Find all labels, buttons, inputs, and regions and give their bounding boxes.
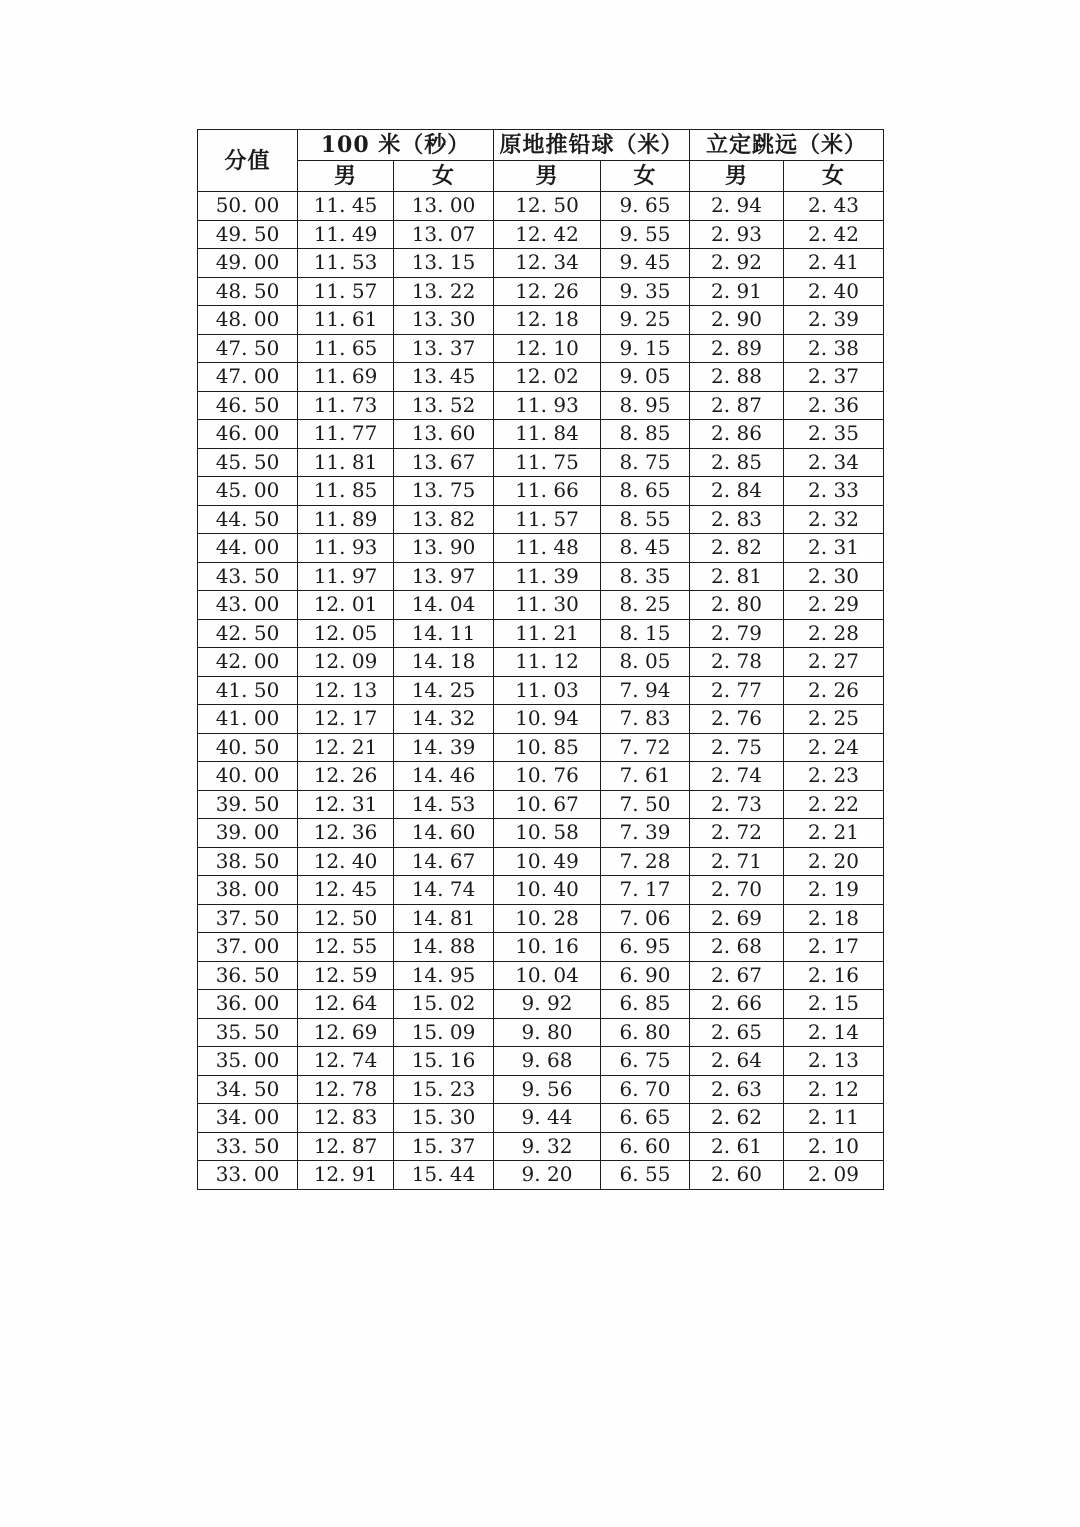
- value-cell: 2. 29: [784, 591, 884, 620]
- value-cell: 2. 80: [690, 591, 784, 620]
- value-cell: 2. 43: [784, 192, 884, 221]
- value-cell: 12. 87: [298, 1132, 394, 1161]
- value-cell: 13. 97: [394, 562, 494, 591]
- value-cell: 2. 74: [690, 762, 784, 791]
- value-cell: 2. 39: [784, 306, 884, 335]
- table-row: [198, 1161, 884, 1190]
- value-cell: 2. 31: [784, 534, 884, 563]
- score-cell: 49. 50: [198, 220, 298, 249]
- value-cell: 13. 75: [394, 477, 494, 506]
- value-cell: 2. 82: [690, 534, 784, 563]
- value-cell: 10. 04: [494, 961, 601, 990]
- value-cell: 9. 68: [494, 1047, 601, 1076]
- table-row: [198, 477, 884, 506]
- table-row: [198, 733, 884, 762]
- header-100m-female: 女: [394, 161, 494, 192]
- value-cell: 2. 34: [784, 448, 884, 477]
- value-cell: 14. 39: [394, 733, 494, 762]
- value-cell: 2. 18: [784, 904, 884, 933]
- value-cell: 10. 28: [494, 904, 601, 933]
- value-cell: 9. 20: [494, 1161, 601, 1190]
- value-cell: 11. 85: [298, 477, 394, 506]
- value-cell: 8. 65: [601, 477, 690, 506]
- value-cell: 11. 69: [298, 363, 394, 392]
- table-row: [198, 676, 884, 705]
- value-cell: 14. 25: [394, 676, 494, 705]
- group-header-row: [198, 130, 884, 161]
- value-cell: 8. 15: [601, 619, 690, 648]
- value-cell: 12. 26: [494, 277, 601, 306]
- header-shotput-male: 男: [494, 161, 601, 192]
- value-cell: 2. 40: [784, 277, 884, 306]
- value-cell: 14. 04: [394, 591, 494, 620]
- score-cell: 50. 00: [198, 192, 298, 221]
- table-row: [198, 961, 884, 990]
- value-cell: 10. 40: [494, 876, 601, 905]
- value-cell: 11. 48: [494, 534, 601, 563]
- value-cell: 2. 36: [784, 391, 884, 420]
- table-row: [198, 1018, 884, 1047]
- score-cell: 48. 50: [198, 277, 298, 306]
- value-cell: 11. 61: [298, 306, 394, 335]
- value-cell: 2. 68: [690, 933, 784, 962]
- value-cell: 12. 21: [298, 733, 394, 762]
- table-row: [198, 705, 884, 734]
- value-cell: 15. 02: [394, 990, 494, 1019]
- value-cell: 14. 46: [394, 762, 494, 791]
- value-cell: 12. 91: [298, 1161, 394, 1190]
- table-row: [198, 562, 884, 591]
- value-cell: 2. 21: [784, 819, 884, 848]
- value-cell: 11. 39: [494, 562, 601, 591]
- value-cell: 15. 23: [394, 1075, 494, 1104]
- value-cell: 11. 84: [494, 420, 601, 449]
- table-row: [198, 990, 884, 1019]
- value-cell: 10. 16: [494, 933, 601, 962]
- value-cell: 13. 15: [394, 249, 494, 278]
- value-cell: 11. 75: [494, 448, 601, 477]
- value-cell: 2. 25: [784, 705, 884, 734]
- value-cell: 2. 28: [784, 619, 884, 648]
- value-cell: 2. 24: [784, 733, 884, 762]
- table-row: [198, 420, 884, 449]
- value-cell: 12. 31: [298, 790, 394, 819]
- value-cell: 2. 35: [784, 420, 884, 449]
- group-header-longjump: 立定跳远（米）: [690, 130, 884, 161]
- value-cell: 2. 14: [784, 1018, 884, 1047]
- table-row: [198, 363, 884, 392]
- table-row: [198, 277, 884, 306]
- value-cell: 12. 55: [298, 933, 394, 962]
- table-row: [198, 391, 884, 420]
- table-row: [198, 1104, 884, 1133]
- score-cell: 47. 50: [198, 334, 298, 363]
- value-cell: 11. 65: [298, 334, 394, 363]
- value-cell: 2. 22: [784, 790, 884, 819]
- table-row: [198, 534, 884, 563]
- header-longjump-male: 男: [690, 161, 784, 192]
- value-cell: 11. 89: [298, 505, 394, 534]
- value-cell: 2. 32: [784, 505, 884, 534]
- value-cell: 6. 80: [601, 1018, 690, 1047]
- table-row: [198, 847, 884, 876]
- value-cell: 13. 60: [394, 420, 494, 449]
- value-cell: 13. 00: [394, 192, 494, 221]
- table-row: [198, 249, 884, 278]
- value-cell: 2. 09: [784, 1161, 884, 1190]
- value-cell: 2. 63: [690, 1075, 784, 1104]
- value-cell: 7. 94: [601, 676, 690, 705]
- value-cell: 10. 94: [494, 705, 601, 734]
- value-cell: 11. 30: [494, 591, 601, 620]
- table-header: [198, 130, 884, 192]
- value-cell: 15. 44: [394, 1161, 494, 1190]
- value-cell: 12. 50: [494, 192, 601, 221]
- score-cell: 38. 00: [198, 876, 298, 905]
- value-cell: 9. 56: [494, 1075, 601, 1104]
- value-cell: 2. 12: [784, 1075, 884, 1104]
- value-cell: 12. 45: [298, 876, 394, 905]
- value-cell: 12. 42: [494, 220, 601, 249]
- value-cell: 2. 33: [784, 477, 884, 506]
- table-row: [198, 648, 884, 677]
- header-shotput-female: 女: [601, 161, 690, 192]
- score-cell: 36. 00: [198, 990, 298, 1019]
- value-cell: 8. 05: [601, 648, 690, 677]
- value-cell: 12. 36: [298, 819, 394, 848]
- value-cell: 2. 75: [690, 733, 784, 762]
- score-cell: 47. 00: [198, 363, 298, 392]
- value-cell: 2. 92: [690, 249, 784, 278]
- value-cell: 11. 03: [494, 676, 601, 705]
- value-cell: 2. 62: [690, 1104, 784, 1133]
- score-column-header: 分值: [198, 130, 298, 192]
- table-row: [198, 306, 884, 335]
- value-cell: 10. 49: [494, 847, 601, 876]
- value-cell: 9. 45: [601, 249, 690, 278]
- value-cell: 12. 59: [298, 961, 394, 990]
- value-cell: 10. 85: [494, 733, 601, 762]
- value-cell: 11. 21: [494, 619, 601, 648]
- value-cell: 13. 22: [394, 277, 494, 306]
- value-cell: 9. 44: [494, 1104, 601, 1133]
- score-cell: 35. 50: [198, 1018, 298, 1047]
- value-cell: 14. 53: [394, 790, 494, 819]
- value-cell: 2. 15: [784, 990, 884, 1019]
- value-cell: 10. 76: [494, 762, 601, 791]
- value-cell: 2. 94: [690, 192, 784, 221]
- value-cell: 14. 88: [394, 933, 494, 962]
- table-row: [198, 505, 884, 534]
- table-row: [198, 819, 884, 848]
- value-cell: 2. 41: [784, 249, 884, 278]
- value-cell: 2. 78: [690, 648, 784, 677]
- value-cell: 2. 42: [784, 220, 884, 249]
- value-cell: 7. 50: [601, 790, 690, 819]
- value-cell: 2. 64: [690, 1047, 784, 1076]
- score-cell: 33. 00: [198, 1161, 298, 1190]
- value-cell: 7. 61: [601, 762, 690, 791]
- value-cell: 8. 55: [601, 505, 690, 534]
- value-cell: 2. 11: [784, 1104, 884, 1133]
- table-row: [198, 220, 884, 249]
- value-cell: 12. 83: [298, 1104, 394, 1133]
- value-cell: 12. 74: [298, 1047, 394, 1076]
- value-cell: 2. 13: [784, 1047, 884, 1076]
- value-cell: 11. 97: [298, 562, 394, 591]
- score-cell: 37. 50: [198, 904, 298, 933]
- value-cell: 2. 10: [784, 1132, 884, 1161]
- value-cell: 7. 17: [601, 876, 690, 905]
- value-cell: 7. 39: [601, 819, 690, 848]
- value-cell: 2. 85: [690, 448, 784, 477]
- value-cell: 2. 26: [784, 676, 884, 705]
- gender-header-row: [198, 161, 884, 192]
- value-cell: 11. 57: [494, 505, 601, 534]
- value-cell: 12. 02: [494, 363, 601, 392]
- score-cell: 39. 50: [198, 790, 298, 819]
- value-cell: 2. 69: [690, 904, 784, 933]
- value-cell: 13. 90: [394, 534, 494, 563]
- value-cell: 12. 13: [298, 676, 394, 705]
- value-cell: 12. 69: [298, 1018, 394, 1047]
- value-cell: 8. 85: [601, 420, 690, 449]
- value-cell: 2. 65: [690, 1018, 784, 1047]
- value-cell: 12. 78: [298, 1075, 394, 1104]
- value-cell: 11. 93: [298, 534, 394, 563]
- value-cell: 11. 57: [298, 277, 394, 306]
- value-cell: 13. 45: [394, 363, 494, 392]
- value-cell: 8. 35: [601, 562, 690, 591]
- score-cell: 45. 00: [198, 477, 298, 506]
- value-cell: 11. 12: [494, 648, 601, 677]
- value-cell: 6. 75: [601, 1047, 690, 1076]
- value-cell: 9. 92: [494, 990, 601, 1019]
- value-cell: 12. 01: [298, 591, 394, 620]
- value-cell: 2. 71: [690, 847, 784, 876]
- value-cell: 13. 37: [394, 334, 494, 363]
- table-row: [198, 448, 884, 477]
- value-cell: 2. 38: [784, 334, 884, 363]
- value-cell: 6. 90: [601, 961, 690, 990]
- table-row: [198, 790, 884, 819]
- value-cell: 2. 17: [784, 933, 884, 962]
- value-cell: 6. 70: [601, 1075, 690, 1104]
- value-cell: 2. 27: [784, 648, 884, 677]
- table-row: [198, 1075, 884, 1104]
- score-cell: 46. 00: [198, 420, 298, 449]
- value-cell: 10. 58: [494, 819, 601, 848]
- value-cell: 11. 66: [494, 477, 601, 506]
- score-cell: 34. 50: [198, 1075, 298, 1104]
- score-cell: 33. 50: [198, 1132, 298, 1161]
- table-row: [198, 1047, 884, 1076]
- score-cell: 34. 00: [198, 1104, 298, 1133]
- value-cell: 8. 75: [601, 448, 690, 477]
- score-cell: 38. 50: [198, 847, 298, 876]
- score-cell: 46. 50: [198, 391, 298, 420]
- table-row: [198, 619, 884, 648]
- score-cell: 40. 50: [198, 733, 298, 762]
- value-cell: 15. 09: [394, 1018, 494, 1047]
- value-cell: 9. 25: [601, 306, 690, 335]
- value-cell: 14. 32: [394, 705, 494, 734]
- value-cell: 2. 89: [690, 334, 784, 363]
- score-cell: 37. 00: [198, 933, 298, 962]
- value-cell: 12. 34: [494, 249, 601, 278]
- value-cell: 14. 81: [394, 904, 494, 933]
- value-cell: 2. 86: [690, 420, 784, 449]
- value-cell: 2. 73: [690, 790, 784, 819]
- score-cell: 42. 00: [198, 648, 298, 677]
- table-row: [198, 933, 884, 962]
- value-cell: 15. 37: [394, 1132, 494, 1161]
- value-cell: 2. 70: [690, 876, 784, 905]
- table-row: [198, 192, 884, 221]
- table-row: [198, 334, 884, 363]
- value-cell: 12. 64: [298, 990, 394, 1019]
- value-cell: 7. 83: [601, 705, 690, 734]
- value-cell: 6. 85: [601, 990, 690, 1019]
- value-cell: 12. 09: [298, 648, 394, 677]
- value-cell: 13. 82: [394, 505, 494, 534]
- value-cell: 11. 77: [298, 420, 394, 449]
- value-cell: 9. 35: [601, 277, 690, 306]
- value-cell: 13. 52: [394, 391, 494, 420]
- value-cell: 12. 05: [298, 619, 394, 648]
- value-cell: 14. 11: [394, 619, 494, 648]
- value-cell: 9. 15: [601, 334, 690, 363]
- value-cell: 2. 37: [784, 363, 884, 392]
- header-100m-male: 男: [298, 161, 394, 192]
- value-cell: 7. 72: [601, 733, 690, 762]
- value-cell: 2. 87: [690, 391, 784, 420]
- value-cell: 8. 45: [601, 534, 690, 563]
- score-cell: 44. 50: [198, 505, 298, 534]
- value-cell: 2. 76: [690, 705, 784, 734]
- value-cell: 2. 72: [690, 819, 784, 848]
- value-cell: 11. 81: [298, 448, 394, 477]
- value-cell: 7. 06: [601, 904, 690, 933]
- value-cell: 13. 30: [394, 306, 494, 335]
- value-cell: 13. 67: [394, 448, 494, 477]
- value-cell: 14. 18: [394, 648, 494, 677]
- table-row: [198, 904, 884, 933]
- value-cell: 6. 95: [601, 933, 690, 962]
- value-cell: 12. 17: [298, 705, 394, 734]
- table-row: [198, 1132, 884, 1161]
- value-cell: 11. 49: [298, 220, 394, 249]
- value-cell: 2. 77: [690, 676, 784, 705]
- value-cell: 8. 25: [601, 591, 690, 620]
- value-cell: 15. 30: [394, 1104, 494, 1133]
- score-cell: 49. 00: [198, 249, 298, 278]
- group-header-100m: 100 米（秒）: [298, 130, 494, 161]
- value-cell: 2. 23: [784, 762, 884, 791]
- value-cell: 14. 95: [394, 961, 494, 990]
- value-cell: 12. 18: [494, 306, 601, 335]
- table-row: [198, 876, 884, 905]
- score-cell: 41. 00: [198, 705, 298, 734]
- value-cell: 2. 61: [690, 1132, 784, 1161]
- header-longjump-female: 女: [784, 161, 884, 192]
- value-cell: 6. 60: [601, 1132, 690, 1161]
- table-row: [198, 591, 884, 620]
- value-cell: 2. 90: [690, 306, 784, 335]
- value-cell: 2. 19: [784, 876, 884, 905]
- value-cell: 14. 67: [394, 847, 494, 876]
- score-cell: 48. 00: [198, 306, 298, 335]
- value-cell: 2. 16: [784, 961, 884, 990]
- value-cell: 11. 73: [298, 391, 394, 420]
- value-cell: 9. 32: [494, 1132, 601, 1161]
- score-cell: 45. 50: [198, 448, 298, 477]
- score-cell: 43. 00: [198, 591, 298, 620]
- value-cell: 10. 67: [494, 790, 601, 819]
- score-cell: 44. 00: [198, 534, 298, 563]
- value-cell: 2. 84: [690, 477, 784, 506]
- value-cell: 9. 55: [601, 220, 690, 249]
- value-cell: 13. 07: [394, 220, 494, 249]
- score-cell: 39. 00: [198, 819, 298, 848]
- score-cell: 36. 50: [198, 961, 298, 990]
- value-cell: 12. 26: [298, 762, 394, 791]
- score-table: [197, 129, 884, 1190]
- score-cell: 41. 50: [198, 676, 298, 705]
- value-cell: 14. 74: [394, 876, 494, 905]
- value-cell: 9. 80: [494, 1018, 601, 1047]
- value-cell: 6. 55: [601, 1161, 690, 1190]
- value-cell: 2. 60: [690, 1161, 784, 1190]
- value-cell: 9. 05: [601, 363, 690, 392]
- table-body: [198, 192, 884, 1190]
- value-cell: 7. 28: [601, 847, 690, 876]
- score-cell: 43. 50: [198, 562, 298, 591]
- value-cell: 8. 95: [601, 391, 690, 420]
- value-cell: 2. 83: [690, 505, 784, 534]
- value-cell: 6. 65: [601, 1104, 690, 1133]
- score-cell: 42. 50: [198, 619, 298, 648]
- value-cell: 9. 65: [601, 192, 690, 221]
- value-cell: 12. 40: [298, 847, 394, 876]
- value-cell: 2. 93: [690, 220, 784, 249]
- value-cell: 2. 88: [690, 363, 784, 392]
- value-cell: 11. 45: [298, 192, 394, 221]
- value-cell: 11. 93: [494, 391, 601, 420]
- value-cell: 12. 50: [298, 904, 394, 933]
- value-cell: 15. 16: [394, 1047, 494, 1076]
- value-cell: 2. 79: [690, 619, 784, 648]
- value-cell: 2. 81: [690, 562, 784, 591]
- value-cell: 2. 67: [690, 961, 784, 990]
- value-cell: 2. 30: [784, 562, 884, 591]
- value-cell: 2. 66: [690, 990, 784, 1019]
- value-cell: 14. 60: [394, 819, 494, 848]
- value-cell: 2. 91: [690, 277, 784, 306]
- value-cell: 11. 53: [298, 249, 394, 278]
- group-header-shotput: 原地推铅球（米）: [494, 130, 690, 161]
- table-row: [198, 762, 884, 791]
- score-cell: 35. 00: [198, 1047, 298, 1076]
- value-cell: 12. 10: [494, 334, 601, 363]
- value-cell: 2. 20: [784, 847, 884, 876]
- score-cell: 40. 00: [198, 762, 298, 791]
